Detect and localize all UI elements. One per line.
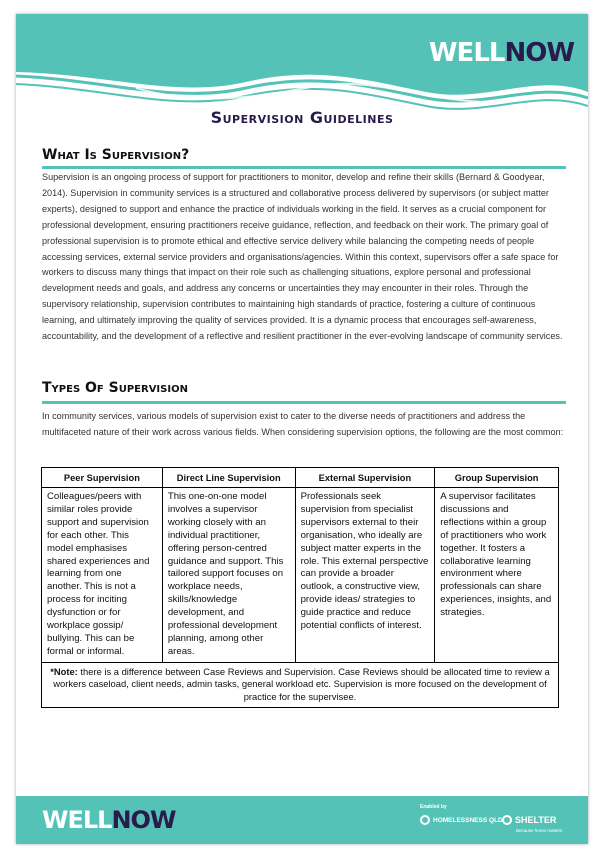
table-header-row (42, 468, 559, 488)
table-header-cell: External Supervision (295, 468, 435, 488)
table-cell: Professionals seek supervision from specialist supervisors external to their organisation, who ideally are subject matter experts in the role. This external perspective can provide a broader outlook, a constructive view, provide ideas/ strategies to guide practice and reduce potential conflicts of interest. (295, 488, 435, 663)
table-header-cell: Group Supervision (435, 468, 559, 488)
section-divider (42, 166, 566, 169)
shelter-tagline: Because home matters (516, 828, 563, 833)
homelessness-qld-logo: HOMELESSNESS QLD (420, 815, 503, 825)
note-label: *Note: (50, 665, 78, 677)
table-note-row (42, 662, 559, 707)
table-cell: A supervisor facilitates discussions and reflections within a group of practitioners who work together. It fosters a collaborative learning environment where professionals can share experiences, insights, and strategies. (435, 488, 559, 663)
enabled-by-label: Enabled by (420, 804, 447, 810)
section-heading-types-of-supervision: Types Of Supervision (42, 380, 188, 396)
what-is-supervision-paragraph: Supervision is an ongoing process of support for practitioners to monitor, develop and refine their skills (Bernard & Goodyear, 2014). Supervision in community services is a structured and collaborative process delivered by supervisors (or subject matter experts), designed to support and enhance the practice of individuals working in the field. It serves as a crucial component for professional development, ensuring practitioners receive guidance, reflection, and feedback on their work. The primary goal of professional supervision is to promote ethical and effective service delivery while balancing the competing needs of people accessing services, external service providers and organisations/agencies. Within this context, supervisors offer a safe space for workers to discuss many things that impact on their role such as challenging situations, explore personal and professional development needs and goals, and address any concerns or uncertainties they may encounter in their roles. Through the supervisory relationship, supervision contributes to maintaining high standards of practice, fostering a culture of continuous learning, and ultimately improving the quality of services provided. It is a dynamic process that encourages self-awareness, accountability, and the development of a reflective and resilient practitioner in the ever-evolving landscape of community services. (42, 172, 563, 342)
wellnow-logo: WELLNOW (42, 806, 176, 834)
footer-banner (16, 796, 588, 844)
types-of-supervision-paragraph: In community services, various models of supervision exist to cater to the diverse needs of practitioners and address the multifaceted nature of their work across various fields. When considering supervision options, the following are the most common: (42, 411, 564, 437)
shelter-icon (502, 815, 512, 825)
homelessness-qld-icon (420, 815, 430, 825)
table-note (42, 662, 559, 707)
page-title: Supervision Guidelines (210, 108, 394, 127)
wellnow-logo: WELLNOW (428, 38, 574, 68)
section-heading-what-is-supervision: What Is Supervision? (42, 147, 190, 163)
section-divider (42, 401, 566, 404)
document-page (16, 14, 588, 844)
supervision-types-table (41, 467, 559, 708)
table-header-cell: Peer Supervision (42, 468, 163, 488)
table-row (42, 488, 559, 663)
table-header-cell: Direct Line Supervision (162, 468, 295, 488)
table-cell: This one-on-one model involves a supervisor working closely with an individual practitioner, offering person-centred guidance and support. This tailored support focuses on workplace needs, skills/knowledge development, and professional development planning, among other areas. (162, 488, 295, 663)
note-text: there is a difference between Case Reviews and Supervision. Case Reviews should be allocated time to review a workers caseload, client needs, admin tasks, general workload etc. Supervision is more focused on the development of practice for the supervisee. (53, 665, 550, 702)
table-cell: Colleagues/peers with similar roles provide support and supervision for each other. This model emphasises shared experiences and learning from one another. This is not a process for inciting dysfunction or for workplace gossip/ bullying. This can be formal or informal. (42, 488, 163, 663)
shelter-logo: SHELTER (502, 815, 556, 825)
